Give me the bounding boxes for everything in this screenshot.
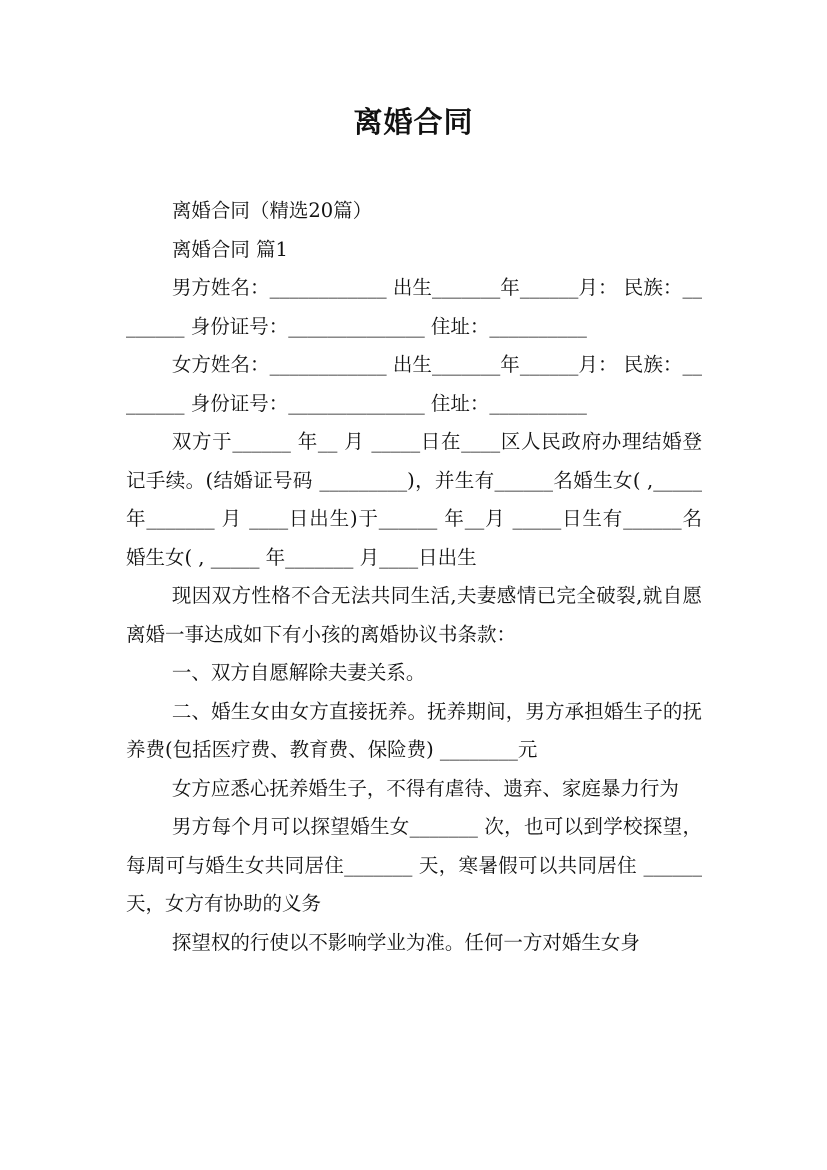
paragraph-visitation: 男方每个月可以探望婚生女_______ 次，也可以到学校探望，每周可与婚生女共同居住_______ 天，寒暑假可以共同居住 ______天，女方有协助的义务 (126, 815, 702, 915)
paragraph-care-obligation: 女方应悉心抚养婚生子，不得有虐待、遗弃、家庭暴力行为 (171, 776, 679, 800)
paragraph-clause-2: 二、婚生女由女方直接抚养。抚养期间，男方承担婚生子的抚养费(包括医疗费、教育费、保险费) ________元 (126, 699, 702, 761)
paragraph-male-info: 男方姓名：____________ 出生_______年______月： 民族：________ 身份证号：______________ 住址：__________ (126, 276, 702, 338)
document-title: 离婚合同 (353, 105, 474, 139)
paragraph-female-info: 女方姓名：____________ 出生_______年______月： 民族：________ 身份证号：______________ 住址：__________ (126, 353, 702, 415)
paragraph-section-heading: 离婚合同 篇1 (171, 237, 288, 261)
paragraph-visitation-rights: 探望权的行使以不影响学业为准。任何一方对婚生女身 (171, 930, 640, 954)
paragraph-subtitle: 离婚合同（精选20篇） (171, 199, 373, 222)
paragraph-clause-1: 一、双方自愿解除夫妻关系。 (171, 661, 426, 684)
paragraph-marriage-registration: 双方于______ 年__ 月 _____日在____区人民政府办理结婚登记手续。(结婚证号码 _________)，并生有______名婚生女( ,_____ 年_______ 月 ____日出生)于______ 年__月 _____日生有______名婚生女( , _____ 年_______ 月____日出生 (126, 430, 702, 569)
document-body (126, 192, 702, 962)
paragraph-reason: 现因双方性格不合无法共同生活,夫妻感情已完全破裂,就自愿离婚一事达成如下有小孩的离婚协议书条款： (126, 584, 702, 646)
